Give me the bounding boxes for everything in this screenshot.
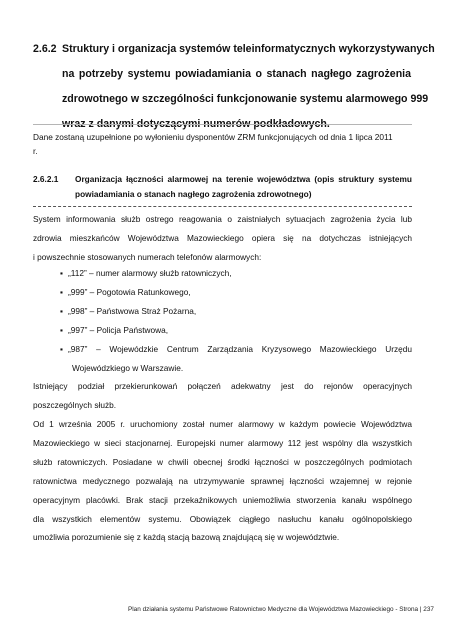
alarm-numbers-list: [60, 264, 412, 377]
section-number: 2.6.2: [33, 43, 57, 55]
paragraph-intro: [33, 210, 412, 267]
horizontal-rule: [33, 124, 412, 125]
paragraph-line: ratownictwa medycznego pozwalają na utrzymywanie sprawnej łączności wzajemnej w rejonie: [33, 475, 412, 486]
list-item: ▪ „999” – Pogotowia Ratunkowego,: [60, 283, 412, 302]
bullet-icon: ▪: [60, 324, 63, 335]
subsection-number: 2.6.2.1: [33, 174, 59, 184]
paragraph-emergency-112: [33, 415, 412, 547]
paragraph-line: dla wszystkich elementów systemu. Obowiązek ciągłego nasłuchu kanału ogólnopolskiego: [33, 513, 412, 524]
list-item: ▪ „112” – numer alarmowy służb ratowniczych,: [60, 264, 412, 283]
list-item: ▪ „998” – Państwowa Straż Pożarna,: [60, 302, 412, 321]
list-item-continuation: Wojewódzkiego w Warszawie.: [72, 362, 184, 373]
paragraph-division: [33, 377, 412, 415]
section-heading-line: zdrowotnego w szczególności funkcjonowanie systemu alarmowego 999: [62, 93, 429, 105]
list-item: ▪ „997” – Policja Państwowa,: [60, 321, 412, 340]
paragraph-line: służb ratowniczych. Posiadane w chwili obecnej środki łączności w poszczególnych podmiotach: [33, 456, 412, 467]
paragraph-line: Mazowieckiego w sieci stacjonarnej. Europejski numer alarmowy 112 jest wspólny dla wszystkich: [33, 437, 412, 448]
paragraph-line: System informowania służb ostrego reagowania o zaistniałych sytuacjach zagrożenia życia lub: [33, 214, 412, 224]
paragraph-line: umożliwia porozumienie się z każdą stacją bazową znajdującą się w województwie.: [33, 532, 340, 543]
bullet-icon: ▪: [60, 268, 63, 278]
dashed-rule: [33, 206, 412, 207]
section-heading-line: Struktury i organizacja systemów teleinformatycznych wykorzystywanych: [62, 43, 435, 55]
note-line: Dane zostaną uzupełnione po wyłonieniu dysponentów ZRM funkcjonujących od dnia 1 lipca 2011: [33, 132, 393, 142]
bullet-icon: ▪: [60, 305, 63, 316]
paragraph-line: operacyjnym placówki. Brak stacji przekaźnikowych uniemożliwia stworzenia kanału wspólnego: [33, 494, 412, 505]
section-heading-line: na potrzeby systemu powiadamiania o stanach nagłego zagrożenia: [62, 68, 411, 80]
paragraph-line: poszczególnych służb.: [33, 399, 117, 410]
paragraph-line: i powszechnie stosowanych numerach telefonów alarmowych:: [33, 251, 262, 262]
paragraph-line: zdrowia mieszkańców Województwa Mazowieckiego opiera się na dotychczas istniejących: [33, 232, 412, 243]
bullet-icon: ▪: [60, 343, 63, 354]
section-heading-line: wraz z danymi dotyczącymi numerów podkładowych.: [62, 118, 330, 130]
page-footer: Plan działania systemu Państwowe Ratownictwo Medyczne dla Województwa Mazowieckiego - Strona | 237: [128, 606, 434, 613]
paragraph-line: Od 1 września 2005 r. uruchomiony został numer alarmowy w każdym powiecie Województwa: [33, 419, 412, 429]
list-item: ▪ „987” – Wojewódzkie Centrum Zarządzania Kryzysowego Mazowieckiego Urzędu: [60, 340, 412, 359]
subsection-heading-line: Organizacja łączności alarmowej na terenie województwa (opis struktury systemu: [75, 174, 412, 184]
note-line: r.: [33, 146, 38, 156]
note-paragraph: [33, 130, 412, 158]
paragraph-line: Istniejący podział przekierunkowań połączeń adekwatny jest do rejonów operacyjnych: [33, 381, 412, 391]
subsection-heading-line: powiadamiania o stanach nagłego zagrożenia zdrowotnego): [75, 189, 312, 199]
bullet-icon: ▪: [60, 286, 63, 297]
